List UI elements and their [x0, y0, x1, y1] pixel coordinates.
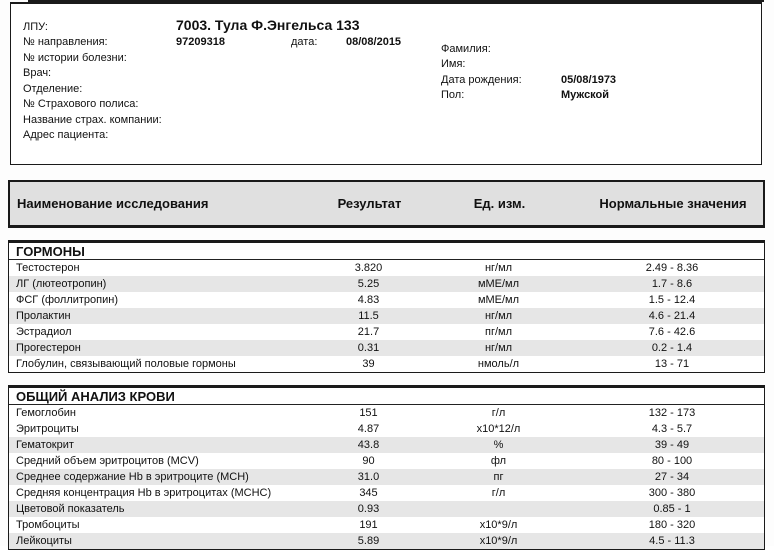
test-unit: нг/мл [484, 342, 513, 354]
test-name: Гематокрит [16, 439, 74, 451]
test-name: Среднее содержание Hb в эритроците (MCH) [16, 471, 249, 483]
table-row [9, 501, 764, 517]
row-firstname [441, 58, 751, 73]
test-result: 11.5 [358, 310, 379, 322]
test-result: 151 [359, 407, 378, 419]
column-header-result: Результат [337, 196, 402, 211]
row-surname [441, 43, 751, 58]
test-result: 39 [362, 358, 375, 370]
test-name: Гемоглобин [16, 407, 76, 419]
table-row [9, 308, 764, 324]
test-result: 0.93 [357, 503, 380, 515]
section-title-hormones: ГОРМОНЫ [9, 243, 764, 260]
test-normal-range: 2.49 - 8.36 [645, 262, 699, 274]
test-normal-range: 80 - 100 [651, 455, 693, 467]
table-row [9, 437, 764, 453]
table-row [9, 405, 764, 421]
test-normal-range: 7.6 - 42.6 [648, 326, 696, 338]
test-name: Цветовой показатель [16, 503, 125, 515]
lpu-label: ЛПУ: [23, 21, 48, 33]
test-unit: нмоль/л [477, 358, 520, 370]
test-name: ЛГ (лютеотропин) [16, 278, 107, 290]
test-result: 191 [359, 519, 378, 531]
test-unit: мМЕ/мл [477, 278, 520, 290]
insurance-label: Название страх. компании: [23, 113, 162, 126]
date-label: дата: [291, 36, 318, 48]
test-unit: х10*9/л [479, 535, 518, 547]
referral-label: № направления: [23, 36, 108, 48]
test-name: Тромбоциты [16, 519, 80, 531]
table-row [9, 453, 764, 469]
table-row [9, 533, 764, 549]
test-normal-range: 4.3 - 5.7 [651, 423, 693, 435]
firstname-label: Имя: [441, 58, 466, 71]
test-normal-range: 27 - 34 [654, 471, 690, 483]
test-unit: пг/мл [484, 326, 512, 338]
test-result: 43.8 [357, 439, 380, 451]
test-normal-range: 1.7 - 8.6 [651, 278, 693, 290]
test-result: 4.83 [357, 294, 380, 306]
test-normal-range: 1.5 - 12.4 [648, 294, 696, 306]
test-result: 4.87 [357, 423, 380, 435]
table-row [9, 517, 764, 533]
address-label: Адрес пациента: [23, 129, 109, 141]
table-row [9, 356, 764, 372]
table-row [9, 340, 764, 356]
column-header-normal-range: Нормальные значения [599, 196, 747, 211]
sex-value: Мужской [561, 89, 610, 102]
table-row [9, 276, 764, 292]
test-name: Лейкоциты [16, 535, 72, 547]
test-normal-range: 132 - 173 [648, 407, 696, 419]
test-unit: г/л [491, 487, 506, 499]
row-lpu [23, 17, 751, 36]
test-normal-range: 0.85 - 1 [653, 503, 691, 515]
test-unit: пг [493, 471, 504, 483]
test-result: 90 [362, 455, 375, 467]
section-hormones [8, 240, 765, 373]
patient-info-right-column [441, 43, 751, 105]
test-normal-range: 4.5 - 11.3 [649, 535, 695, 547]
birthdate-value: 05/08/1973 [561, 73, 617, 86]
department-label: Отделение: [23, 82, 83, 95]
test-result: 31.0 [357, 471, 380, 483]
test-normal-range: 13 - 71 [654, 358, 690, 370]
test-unit: фл [490, 455, 507, 467]
test-name: Эритроциты [16, 423, 79, 435]
table-row [9, 485, 764, 501]
row-address [23, 129, 751, 145]
column-header-test-name: Наименование исследования [17, 196, 209, 211]
test-normal-range: 4.6 - 21.4 [648, 310, 696, 322]
test-result: 0.31 [357, 342, 380, 354]
table-row [9, 469, 764, 485]
test-unit: % [493, 439, 504, 451]
test-unit: г/л [491, 407, 506, 419]
column-header-unit: Ед. изм. [473, 196, 526, 211]
test-result: 345 [359, 487, 378, 499]
surname-label: Фамилия: [441, 43, 491, 55]
row-birthdate [441, 74, 751, 89]
test-unit: мМЕ/мл [477, 294, 520, 306]
history-label: № истории болезни: [23, 51, 127, 64]
test-name: Тестостерон [16, 262, 80, 274]
test-result: 21.7 [357, 326, 380, 338]
section-blood-analysis [8, 385, 765, 550]
row-insurance [23, 114, 751, 130]
doctor-label: Врач: [23, 67, 52, 79]
test-name: Средняя концентрация Hb в эритроцитах (MCHC) [16, 487, 272, 499]
table-row [9, 421, 764, 437]
test-normal-range: 0.2 - 1.4 [651, 342, 693, 354]
test-name: Средний объем эритроцитов (MCV) [16, 455, 199, 467]
row-sex [441, 89, 751, 104]
test-result: 5.25 [357, 278, 380, 290]
test-name: Пролактин [16, 310, 71, 322]
sex-label: Пол: [441, 89, 465, 102]
test-normal-range: 300 - 380 [648, 487, 696, 499]
birthdate-label: Дата рождения: [441, 73, 522, 86]
test-normal-range: 180 - 320 [648, 519, 696, 531]
table-row [9, 324, 764, 340]
table-row [9, 260, 764, 276]
test-unit: х10*12/л [476, 423, 521, 435]
test-unit: нг/мл [484, 310, 513, 322]
table-row [9, 292, 764, 308]
test-unit: х10*9/л [479, 519, 518, 531]
test-name: ФСГ (фоллитропин) [16, 294, 119, 306]
test-result: 3.820 [354, 262, 383, 274]
test-unit: нг/мл [484, 262, 513, 274]
test-name: Прогестерон [16, 342, 81, 354]
policy-label: № Страхового полиса: [23, 98, 139, 110]
section-title-blood-analysis: ОБЩИЙ АНАЛИЗ КРОВИ [9, 388, 764, 405]
results-table-header [8, 180, 765, 228]
test-name: Глобулин, связывающий половые гормоны [16, 358, 236, 370]
test-name: Эстрадиол [16, 326, 72, 338]
patient-info-box [10, 2, 762, 165]
test-result: 5.89 [357, 535, 380, 547]
referral-value: 97209318 [176, 36, 225, 48]
date-value: 08/08/2015 [346, 36, 402, 48]
lpu-value: 7003. Тула Ф.Энгельса 133 [176, 17, 360, 33]
test-normal-range: 39 - 49 [654, 439, 690, 451]
